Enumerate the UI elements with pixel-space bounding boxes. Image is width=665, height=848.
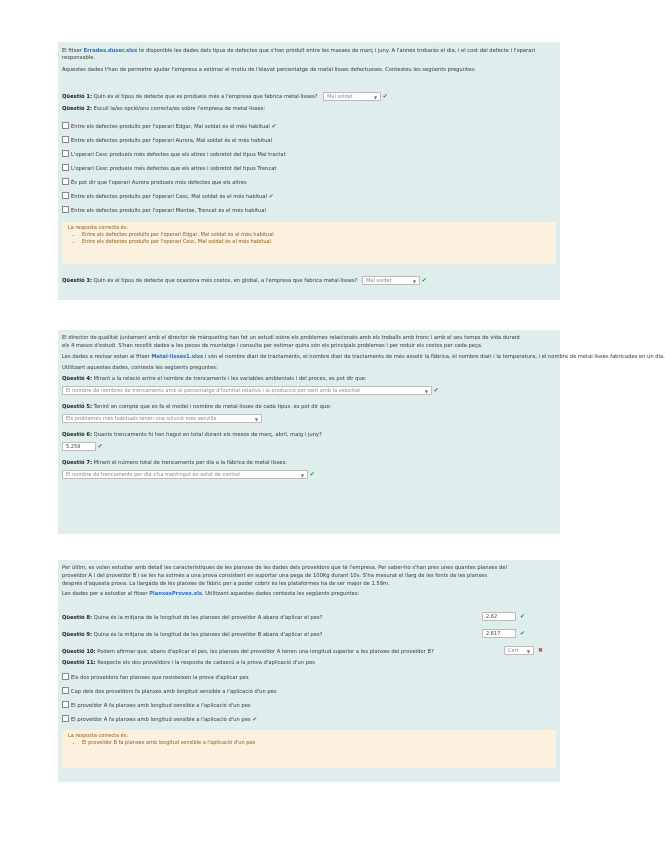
q10-select[interactable]: Cert ▼	[504, 646, 534, 655]
check-icon: ✔	[433, 387, 439, 394]
question-panel-1	[58, 42, 560, 300]
chevron-down-icon: ▼	[526, 649, 530, 654]
question-11: Qüestió 11: Respecte els dos proveïdors i la resposta de cadascú a la prova d'aplicació d'un pes	[62, 660, 315, 666]
feedback-title: La resposta correcta és:	[68, 733, 129, 739]
q5-select[interactable]: Els problemes més habituals tenen una solució més senzilla ▼	[62, 414, 262, 423]
section3-paragraph-2: Les dades per a estudiar al fitxer PlanxesProves.xls. Utilitzant aquestes dades contesta les següents preguntes:	[62, 591, 360, 597]
q7-answer-row	[62, 470, 315, 479]
check-icon: ✔	[382, 93, 388, 100]
question-1: Qüestió 1: Quin és el tipus de defecte que es produeix més a l'empresa que fabrica metal·lisses? Mal soldat ▼ ✔	[62, 93, 388, 100]
chevron-down-icon: ▼	[412, 279, 416, 284]
q11-option-2[interactable]: Cap dels dos proveïdors fa planxes amb longitud sensible a l'aplicació d'un pes	[62, 687, 277, 695]
checkbox[interactable]	[62, 687, 69, 694]
file-link-planxes[interactable]: PlanxesProves.xls	[149, 591, 202, 597]
question-3: Qüestió 3: Quin és el tipus de defecte que ocasiona més costos, en global, a l'empresa que fabrica metal·lisses? Mal soldat ▼ ✔	[62, 277, 427, 284]
checkbox[interactable]	[62, 192, 69, 199]
q5-answer-row	[62, 414, 262, 423]
check-icon: ✔	[309, 471, 315, 478]
question-10: Qüestió 10: Podem afirmar que, abans d'aplicar el pes, les planxes del proveïdor A tenen una longitud superior a les planxes del proveïdor B?	[62, 649, 434, 655]
q11-option-3[interactable]: El proveïdor A fa planxes amb longitud sensible a l'aplicació d'un pes	[62, 701, 251, 709]
question-panel-2	[58, 330, 665, 534]
file-link-errades[interactable]: Errades.duser.xlsx	[83, 48, 138, 54]
q2-option-1[interactable]: Entre els defectes produïts per l'operari Edgar, Mal soldat és el més habitual ✔	[62, 122, 277, 130]
feedback-item: • El proveïdor B fa planxes amb longitud sensible a l'aplicació d'un pes	[82, 740, 550, 747]
question-panel-3	[58, 560, 560, 782]
feedback-box-q2	[62, 222, 556, 264]
q11-option-4[interactable]: El proveïdor A fa planxes amb longitud sensible a l'aplicació d'un pes ✔	[62, 715, 257, 723]
section2-paragraph-1: El director de qualitat juntament amb el director de màrqueting han fet un estudi sobre els problemes relacionats amb els treballs amb tronc i amb el seu temps de vida durant	[62, 335, 521, 341]
check-icon: ✔	[520, 613, 526, 620]
question-8: Qüestió 8: Quina és la mitjana de la longitud de les planxes del proveïdor A abans d'aplicar el pes?	[62, 615, 323, 621]
checkbox[interactable]	[62, 701, 69, 708]
q3-select[interactable]: Mal soldat ▼	[362, 276, 420, 285]
section3-paragraph-1c: després d'aquesta prova. La llargada de les planxes de fàbric per a poder cobrir és les plataformes ha de ser major de 1.59m.	[62, 581, 390, 587]
check-icon: ✔	[252, 716, 258, 723]
q6-input[interactable]: 5,259	[62, 442, 96, 451]
section2-paragraph-2: Les dades a revisar estan al fitxer Metal·lisses1.xlsx i són el nombre diari de tractaments, el nombre diari de tractaments de més assolir la fàbrica, el nombre diari i la temperatura, i el nombre de metal·lisses fabricades en un dia.	[62, 354, 665, 360]
checkbox[interactable]	[62, 673, 69, 680]
q11-option-1[interactable]: Els dos proveïdors fan planxes que resisteixen la prova d'aplicar pes	[62, 673, 249, 681]
feedback-title: La resposta correcta és:	[68, 225, 129, 231]
check-icon: ✔	[421, 277, 427, 284]
feedback-item: • Entre els defectes produïts per l'operari Edgar, Mal soldat és el més habitual	[82, 232, 550, 239]
q7-select[interactable]: El nombre de trencaments per dia s'ha mantingut en estat de control ▼	[62, 470, 308, 479]
q8-input[interactable]: 2.62	[482, 612, 516, 621]
q9-input[interactable]: 2.617	[482, 629, 516, 638]
checkbox[interactable]	[62, 178, 69, 185]
question-6: Qüestió 6: Quants trencaments hi han hagut en total durant els mesos de març, abril, maig i juny?	[62, 432, 322, 438]
question-4: Qüestió 4: Mirant a la relació entre el nombre de trencaments i les variables ambientals i del procés, es pot dir que:	[62, 376, 367, 382]
check-icon: ✔	[268, 193, 274, 200]
checkbox[interactable]	[62, 206, 69, 213]
q2-option-4[interactable]: L'operari Cesc produeix més defectes que els altres i sobretot del tipus Trencat	[62, 164, 276, 172]
checkbox[interactable]	[62, 122, 69, 129]
q2-option-3[interactable]: L'operari Cesc produeix més defectes que els altres i sobretot del tipus Mal tractat	[62, 150, 286, 158]
chevron-down-icon: ▼	[254, 417, 258, 422]
chevron-down-icon: ▼	[424, 389, 428, 394]
section3-paragraph-1: Per últim, es volen estudiar amb detall les característiques de les planxes de les dades dels proveïdors que té l'empresa. Per saber-ho s'han pres unes quantes planxes del	[62, 565, 507, 571]
q6-answer-row	[62, 442, 103, 451]
section3-paragraph-1b: proveïdor A i del proveïdor B i se les ha sotmès a una prova consistent en suportar una pega de 100Kg durant 10s. S'ha mesurat el llarg de les fonts de les planxes	[62, 573, 488, 579]
feedback-box-q11	[62, 730, 556, 768]
check-icon: ✔	[97, 443, 103, 450]
q2-option-5[interactable]: És pot dir que l'operari Aurora produeix més defectes que els altres	[62, 178, 247, 186]
checkbox[interactable]	[62, 150, 69, 157]
chevron-down-icon: ▼	[374, 95, 378, 100]
q2-option-2[interactable]: Entre els defectes produïts per l'operari Aurora, Mal soldat és el més habitual	[62, 136, 272, 144]
question-5: Qüestió 5: Tenint en compte que es fa el model i nombre de metal·lisses de cada tipus, es pot dir que:	[62, 404, 332, 410]
checkbox[interactable]	[62, 136, 69, 143]
intro-paragraph-1: El fitxer Errades.duser.xlsx té disponible les dades dels tipus de defectes que s'han produït entre les masses de març i juny. A l'annex trobaràs el dia, i el cost del defecte i l'operari responsable.	[62, 48, 536, 61]
check-icon: ✔	[520, 630, 526, 637]
chevron-down-icon: ▼	[300, 473, 304, 478]
q2-option-6[interactable]: Entre els defectes produïts per l'operari Cesc, Mal soldat és el més habitual ✔	[62, 192, 274, 200]
section2-paragraph-3: Utilitzant aquestes dades, contesta les següents preguntes:	[62, 365, 218, 371]
section2-paragraph-1b: els 4 mesos d'estudi. S'han recollit dades a les peces de muntatge i consulta per estimar quins són els principals problemes i per reduir els costos per cada peça.	[62, 343, 483, 349]
feedback-item: • Entre els defectes produïts per l'operari Cesc, Mal soldat és el més habitual	[82, 239, 550, 246]
file-link-metallisses[interactable]: Metal·lisses1.xlsx	[151, 354, 204, 360]
cross-icon: ✖	[538, 647, 544, 654]
check-icon: ✔	[271, 123, 277, 130]
q4-answer-row	[62, 386, 439, 395]
intro-paragraph-2: Aquestes dades t'han de permetre ajudar l'empresa a estimar el motiu de l'elevat percentatge de metal·lisses defectuoses. Contesteu les següents preguntes:	[62, 67, 476, 73]
question-7: Qüestió 7: Mirant el número total de trencaments per dia a la fàbrica de metal·lisses:	[62, 460, 288, 466]
checkbox[interactable]	[62, 715, 69, 722]
question-2: Qüestió 2: Escull la/es opció/ons correcta/es sobre l'empresa de metal·lisses:	[62, 106, 266, 112]
q4-select[interactable]: El nombre de nombres de trencaments amb el percentatge d'humitat relativa i la producció per cent amb la velocitat ▼	[62, 386, 432, 395]
checkbox[interactable]	[62, 164, 69, 171]
q1-select[interactable]: Mal soldat ▼	[323, 92, 381, 101]
question-9: Qüestió 9: Quina és la mitjana de la longitud de les planxes del proveïdor B abans d'aplicar el pes?	[62, 632, 323, 638]
q2-option-7[interactable]: Entre els defectes produïts per l'operari Montse, Trencat és el més habitual	[62, 206, 266, 214]
